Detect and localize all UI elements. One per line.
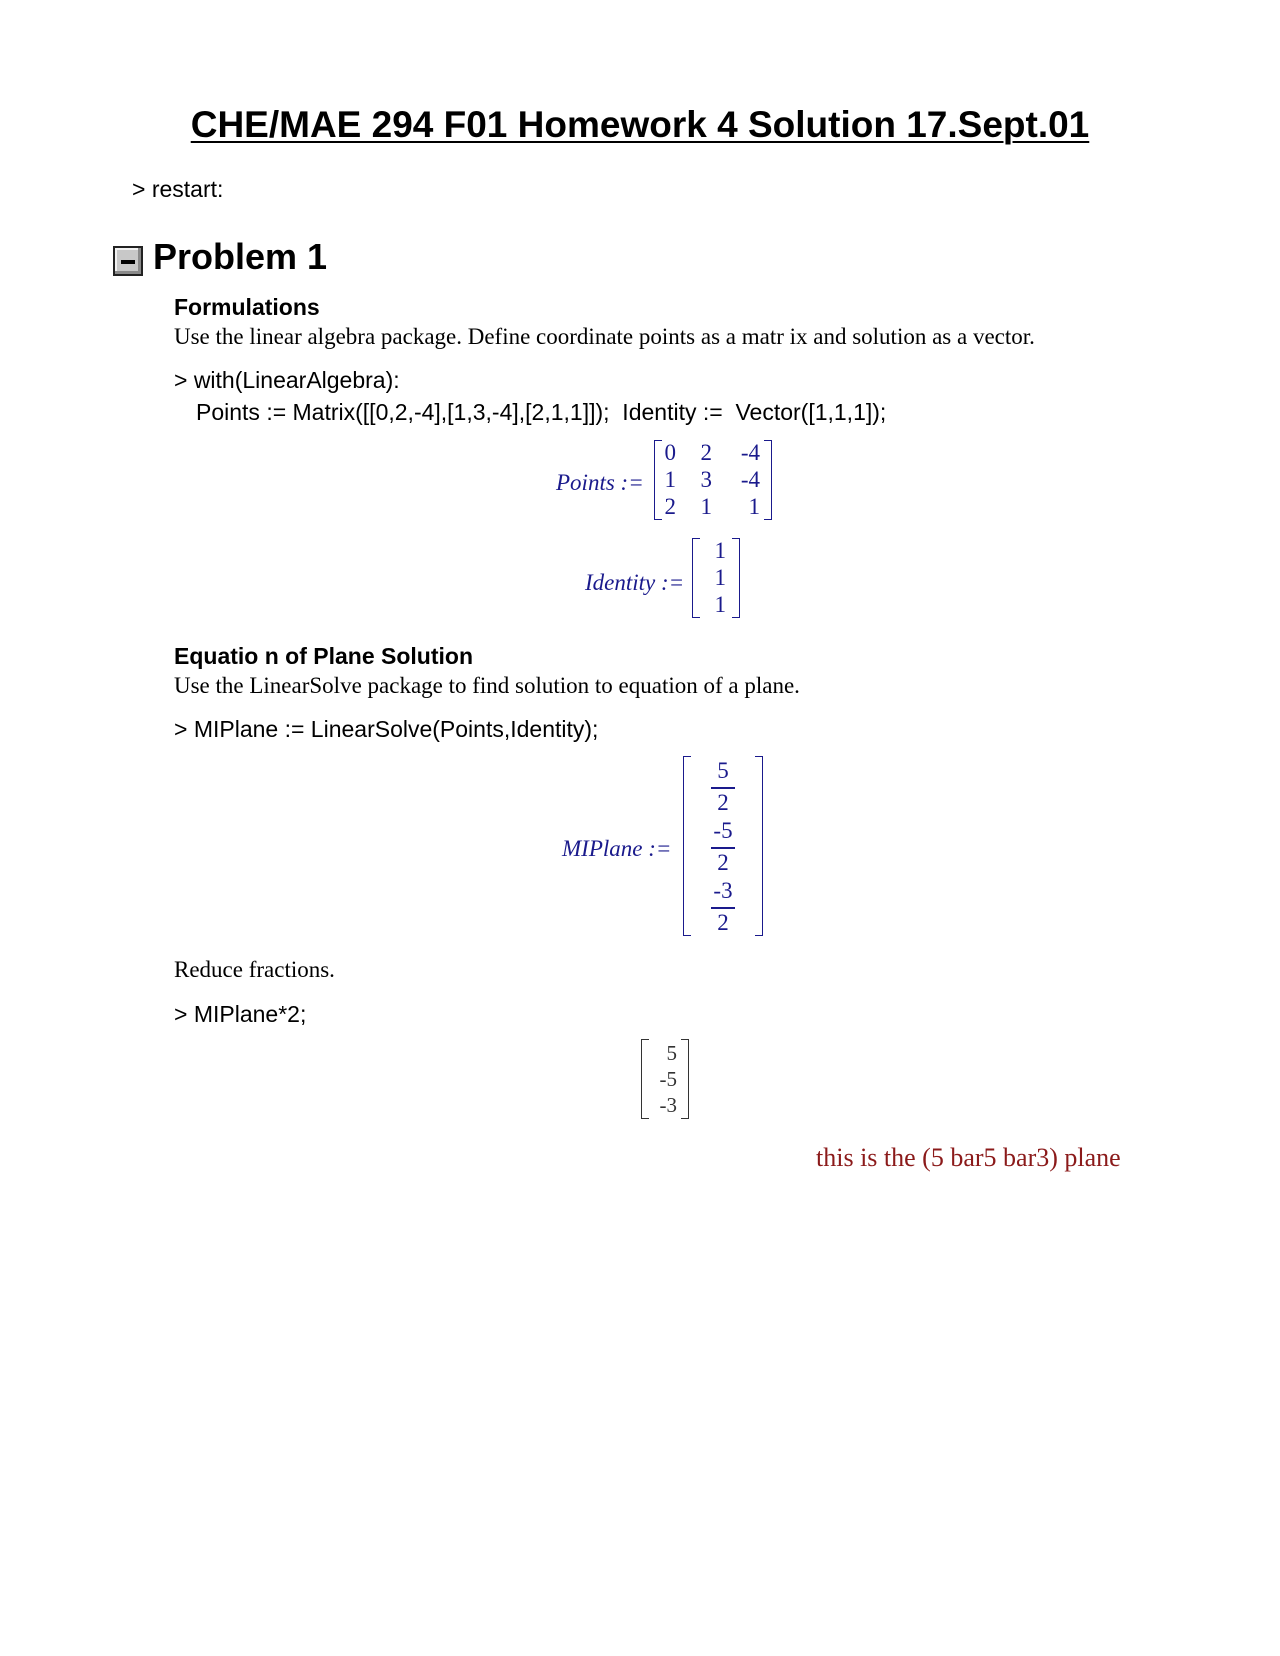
points-label: Points := bbox=[556, 470, 644, 495]
fraction-numerator: 5 bbox=[717, 758, 729, 783]
formulations-heading: Formulations bbox=[174, 294, 320, 320]
fraction-bar bbox=[711, 907, 735, 909]
plane-note: this is the (5 bar5 bar3) plane bbox=[816, 1143, 1121, 1172]
identity-vector bbox=[692, 538, 740, 620]
vector-cell: 1 bbox=[714, 565, 726, 590]
fraction-denominator: 2 bbox=[717, 790, 729, 815]
miplane-times-two-command[interactable]: > MIPlane*2; bbox=[174, 1001, 307, 1027]
fraction-numerator: -3 bbox=[713, 878, 733, 903]
identity-label: Identity := bbox=[585, 570, 685, 595]
vector-cell: 1 bbox=[714, 592, 726, 617]
fraction-numerator: -5 bbox=[713, 818, 733, 843]
matrix-cell: 1 bbox=[748, 494, 760, 519]
fraction-denominator: 2 bbox=[717, 910, 729, 935]
matrix-cell: 1 bbox=[664, 467, 676, 492]
minus-box-icon[interactable] bbox=[113, 246, 143, 276]
reduce-text: Reduce fractions. bbox=[174, 957, 335, 982]
with-linearalgebra-command[interactable]: > with(LinearAlgebra): bbox=[174, 367, 400, 393]
plane-solution-heading: Equatio n of Plane Solution bbox=[174, 643, 473, 669]
linearsolve-command[interactable]: > MIPlane := LinearSolve(Points,Identity); bbox=[174, 716, 599, 742]
vector-cell: 5 bbox=[666, 1041, 677, 1065]
points-identity-command[interactable]: Points := Matrix([[0,2,-4],[1,3,-4],[2,1,1]]); Identity := Vector([1,1,1]); bbox=[196, 399, 887, 425]
restart-command[interactable]: > restart: bbox=[132, 176, 224, 202]
miplane-label: MIPlane := bbox=[562, 836, 672, 861]
formulations-text: Use the linear algebra package. Define coordinate points as a matr ix and solution as a vector. bbox=[174, 324, 1035, 349]
miplane-vector bbox=[683, 756, 763, 938]
vector-cell: -3 bbox=[659, 1093, 677, 1117]
matrix-cell: 1 bbox=[700, 494, 712, 519]
fraction-bar bbox=[711, 847, 735, 849]
matrix-cell: -4 bbox=[740, 467, 760, 492]
matrix-cell: 2 bbox=[700, 440, 712, 465]
section-title: Problem 1 bbox=[153, 236, 328, 277]
plane-solution-text: Use the LinearSolve package to find solution to equation of a plane. bbox=[174, 673, 800, 698]
fraction-bar bbox=[711, 787, 735, 789]
matrix-cell: 3 bbox=[700, 467, 712, 492]
page-title: CHE/MAE 294 F01 Homework 4 Solution 17.Sept.01 bbox=[190, 104, 1090, 145]
points-matrix bbox=[654, 440, 772, 522]
reduced-vector bbox=[641, 1039, 689, 1121]
vector-cell: -5 bbox=[659, 1067, 677, 1091]
matrix-cell: -4 bbox=[740, 440, 760, 465]
fraction-denominator: 2 bbox=[717, 850, 729, 875]
vector-cell: 1 bbox=[714, 538, 726, 563]
matrix-cell: 0 bbox=[664, 440, 676, 465]
matrix-cell: 2 bbox=[664, 494, 676, 519]
